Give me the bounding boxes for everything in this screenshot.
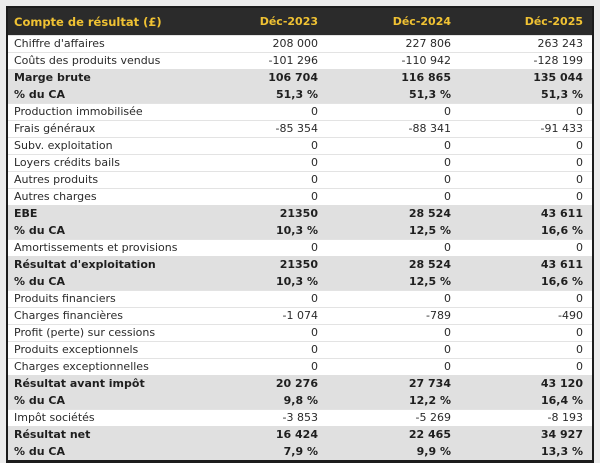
row-label: Chiffre d'affaires xyxy=(7,36,194,53)
table-row xyxy=(7,274,593,291)
row-value: 0 xyxy=(460,172,593,189)
row-value: 12,5 % xyxy=(327,223,460,240)
row-value: 43 120 xyxy=(460,376,593,393)
row-label: Résultat d'exploitation xyxy=(7,257,194,274)
row-value: 0 xyxy=(194,138,327,155)
row-label: Frais généraux xyxy=(7,121,194,138)
table-row xyxy=(7,121,593,138)
row-label: Autres produits xyxy=(7,172,194,189)
table-row xyxy=(7,393,593,410)
table-row xyxy=(7,240,593,257)
row-value: 0 xyxy=(460,155,593,172)
row-value: 208 000 xyxy=(194,36,327,53)
row-value: 16,4 % xyxy=(460,393,593,410)
table-row xyxy=(7,87,593,104)
row-value: 0 xyxy=(327,155,460,172)
row-value: 10,3 % xyxy=(194,223,327,240)
table-row xyxy=(7,376,593,393)
row-value: 0 xyxy=(460,104,593,121)
row-value: 12,5 % xyxy=(327,274,460,291)
row-value: 135 044 xyxy=(460,70,593,87)
row-label: % du CA xyxy=(7,444,194,462)
row-label: Produits exceptionnels xyxy=(7,342,194,359)
table-row xyxy=(7,138,593,155)
row-value: 0 xyxy=(194,189,327,206)
row-label: Subv. exploitation xyxy=(7,138,194,155)
table-row xyxy=(7,342,593,359)
table-row xyxy=(7,325,593,342)
row-value: 43 611 xyxy=(460,206,593,223)
row-value: 0 xyxy=(327,138,460,155)
table-row xyxy=(7,308,593,325)
row-value: -1 074 xyxy=(194,308,327,325)
row-value: 0 xyxy=(194,172,327,189)
row-value: 0 xyxy=(194,291,327,308)
column-header-dec-2024: Déc-2024 xyxy=(327,7,460,36)
table-row xyxy=(7,104,593,121)
row-label: % du CA xyxy=(7,87,194,104)
table-row xyxy=(7,257,593,274)
table-body xyxy=(7,36,593,462)
row-value: 227 806 xyxy=(327,36,460,53)
row-value: 34 927 xyxy=(460,427,593,444)
row-value: 28 524 xyxy=(327,257,460,274)
table-row xyxy=(7,53,593,70)
row-value: 0 xyxy=(327,172,460,189)
row-value: 116 865 xyxy=(327,70,460,87)
row-value: 0 xyxy=(460,240,593,257)
column-header-dec-2025: Déc-2025 xyxy=(460,7,593,36)
row-value: 20 276 xyxy=(194,376,327,393)
row-value: 51,3 % xyxy=(460,87,593,104)
column-header-dec-2023: Déc-2023 xyxy=(194,7,327,36)
row-value: -8 193 xyxy=(460,410,593,427)
row-value: 51,3 % xyxy=(327,87,460,104)
row-label: Résultat net xyxy=(7,427,194,444)
table-row xyxy=(7,444,593,462)
row-value: -85 354 xyxy=(194,121,327,138)
table-header xyxy=(7,7,593,36)
row-value: 0 xyxy=(327,325,460,342)
row-label: % du CA xyxy=(7,223,194,240)
row-label: EBE xyxy=(7,206,194,223)
row-value: 0 xyxy=(460,189,593,206)
row-label: Résultat avant impôt xyxy=(7,376,194,393)
row-value: 0 xyxy=(194,325,327,342)
row-value: -128 199 xyxy=(460,53,593,70)
row-value: 21350 xyxy=(194,257,327,274)
row-label: Produits financiers xyxy=(7,291,194,308)
row-value: 16,6 % xyxy=(460,274,593,291)
income-statement-table xyxy=(6,6,594,463)
row-value: 9,8 % xyxy=(194,393,327,410)
row-value: 0 xyxy=(327,291,460,308)
row-value: 263 243 xyxy=(460,36,593,53)
table-title: Compte de résultat (£) xyxy=(7,7,194,36)
row-value: 43 611 xyxy=(460,257,593,274)
row-value: 0 xyxy=(327,104,460,121)
row-value: 27 734 xyxy=(327,376,460,393)
row-value: 0 xyxy=(460,138,593,155)
row-value: 12,2 % xyxy=(327,393,460,410)
row-value: 13,3 % xyxy=(460,444,593,462)
row-label: Production immobilisée xyxy=(7,104,194,121)
row-value: -490 xyxy=(460,308,593,325)
row-value: 51,3 % xyxy=(194,87,327,104)
row-value: 0 xyxy=(194,240,327,257)
row-value: -3 853 xyxy=(194,410,327,427)
row-value: 16 424 xyxy=(194,427,327,444)
row-value: 7,9 % xyxy=(194,444,327,462)
row-value: 0 xyxy=(327,189,460,206)
table-row xyxy=(7,359,593,376)
table-row xyxy=(7,36,593,53)
row-label: Impôt sociétés xyxy=(7,410,194,427)
row-value: 0 xyxy=(460,325,593,342)
table-row xyxy=(7,410,593,427)
row-label: % du CA xyxy=(7,274,194,291)
row-label: Amortissements et provisions xyxy=(7,240,194,257)
row-label: Marge brute xyxy=(7,70,194,87)
row-value: 0 xyxy=(460,342,593,359)
row-value: 21350 xyxy=(194,206,327,223)
row-value: -789 xyxy=(327,308,460,325)
row-value: 0 xyxy=(194,155,327,172)
table-row xyxy=(7,70,593,87)
table-row xyxy=(7,172,593,189)
table-row xyxy=(7,291,593,308)
row-value: 16,6 % xyxy=(460,223,593,240)
row-value: -88 341 xyxy=(327,121,460,138)
row-value: 9,9 % xyxy=(327,444,460,462)
row-value: 28 524 xyxy=(327,206,460,223)
row-value: -91 433 xyxy=(460,121,593,138)
table-row xyxy=(7,206,593,223)
row-value: 106 704 xyxy=(194,70,327,87)
table-row xyxy=(7,427,593,444)
row-label: Charges exceptionnelles xyxy=(7,359,194,376)
row-value: 0 xyxy=(194,342,327,359)
table-row xyxy=(7,155,593,172)
row-label: Coûts des produits vendus xyxy=(7,53,194,70)
row-value: 0 xyxy=(327,240,460,257)
row-value: 0 xyxy=(327,359,460,376)
row-label: % du CA xyxy=(7,393,194,410)
row-label: Autres charges xyxy=(7,189,194,206)
row-value: -101 296 xyxy=(194,53,327,70)
table-row xyxy=(7,189,593,206)
table-row xyxy=(7,223,593,240)
header-row xyxy=(7,7,593,36)
row-value: 10,3 % xyxy=(194,274,327,291)
row-value: 0 xyxy=(194,104,327,121)
row-value: 0 xyxy=(460,291,593,308)
row-value: -110 942 xyxy=(327,53,460,70)
row-value: 0 xyxy=(194,359,327,376)
row-value: 0 xyxy=(460,359,593,376)
row-label: Charges financières xyxy=(7,308,194,325)
row-value: 22 465 xyxy=(327,427,460,444)
row-value: -5 269 xyxy=(327,410,460,427)
row-label: Loyers crédits bails xyxy=(7,155,194,172)
row-label: Profit (perte) sur cessions xyxy=(7,325,194,342)
row-value: 0 xyxy=(327,342,460,359)
